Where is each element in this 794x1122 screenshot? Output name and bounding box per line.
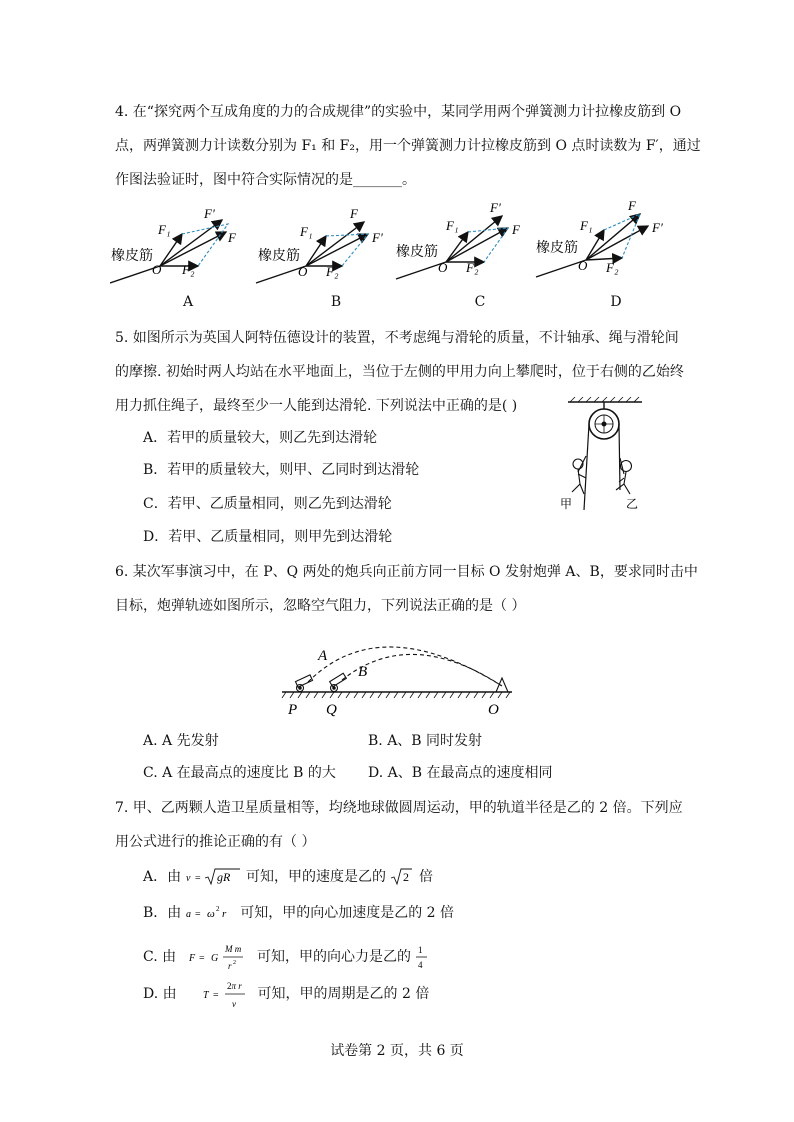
label-rubber: 橡皮筋 [111,249,153,264]
svg-text:F₁: F₁ [300,224,313,239]
svg-text:F₁: F₁ [158,222,171,237]
pulley-icon [589,409,619,439]
svg-text:=: = [198,953,205,964]
svg-text:G: G [210,953,218,964]
q7-option-b: B．由 a = ω 2 r 可知，甲的向心加速度是乙的 2 倍 [143,905,455,921]
svg-text:F: F [228,230,236,245]
atwood-pulley-figure [560,394,660,514]
svg-text:r: r [221,908,227,920]
q5-option-a: A．若甲的质量较大，则乙先到达滑轮 [143,430,378,446]
q5-option-c: C．若甲、乙质量相同，则乙先到达滑轮 [143,496,392,512]
svg-text:2: 2 [232,960,236,966]
label-o: O [488,702,499,718]
svg-text:gR: gR [216,870,230,884]
svg-text:4: 4 [418,960,423,970]
svg-text:ω: ω [206,908,215,920]
target-o-icon [496,678,508,692]
svg-text:O: O [298,264,308,279]
svg-text:O: O [578,258,588,273]
formula-one-quarter [415,942,429,972]
svg-text:F: F [512,222,520,237]
svg-text:F₂: F₂ [326,264,339,279]
label-p: P [288,702,298,718]
formula-v-sqrt-gr [186,866,242,888]
q4-force-diagrams [110,198,680,290]
caption-c: C [474,294,486,310]
svg-text:F′: F′ [490,200,501,215]
svg-text:橡皮筋: 橡皮筋 [258,249,300,264]
formula-a-omega2-r [186,903,236,923]
svg-text:2: 2 [403,870,410,884]
svg-text:r: r [227,961,232,971]
q6-option-d: D. A、B 在最高点的速度相同 [368,765,553,781]
svg-text:F₂: F₂ [606,260,619,275]
svg-text:F′: F′ [372,230,383,245]
q7-option-c: C. 由 F = G M m r 2 可知，甲的向心力是乙的 1 4 [143,940,429,974]
q6-option-c: C. A 在最高点的速度比 B 的大 [143,765,336,781]
svg-text:F′: F′ [204,206,215,221]
q7-line2: 用公式进行的推论正确的有（ ） [115,834,316,850]
svg-text:v: v [185,873,191,884]
q7-option-d: D. 由 T = 2π r v 可知，甲的周期是乙的 2 倍 [143,977,429,1011]
q5-line3: 用力抓住绳子，最终至少一人能到达滑轮. 下列说法中正确的是( ) [115,398,518,414]
cannon-q-icon [330,673,347,691]
q5-option-b: B．若甲的质量较大，则甲、乙同时到达滑轮 [143,462,420,478]
q6-line2: 目标，炮弹轨迹如图所示，忽略空气阻力，下列说法正确的是（ ） [115,598,526,614]
svg-text:F: F [188,953,195,964]
formula-sqrt2 [390,866,414,888]
climber-yi-icon [616,458,632,494]
svg-text:2π r: 2π r [227,981,242,991]
svg-text:F₂: F₂ [466,260,479,275]
label-jia: 甲 [560,497,573,511]
q4-line3: 作图法验证时，图中符合实际情况的是_______。 [115,172,416,188]
q6-option-b: B. A、B 同时发射 [368,733,483,749]
q4-line2: 点，两弹簧测力计读数分别为 F₁ 和 F₂，用一个弹簧测力计拉橡皮筋到 O 点时读数为 F′，通过 [115,138,701,154]
cannon-p-icon [295,675,312,692]
svg-text:a: a [185,909,191,920]
climber-jia-icon [572,456,586,494]
diagram-a [110,206,237,283]
svg-text:O: O [152,262,162,277]
svg-text:M m: M m [224,944,241,954]
svg-text:F: F [628,198,636,213]
q4-line1: 4. 在“探究两个互成角度的力的合成规律”的实验中，某同学用两个弹簧测力计拉橡皮筋到 O [115,104,682,120]
q5-option-d: D．若甲、乙质量相同，则甲先到达滑轮 [143,529,393,545]
svg-text:橡皮筋: 橡皮筋 [396,245,438,260]
q6-option-a: A. A 先发射 [143,733,219,749]
svg-text:O: O [438,260,448,275]
svg-text:F₁: F₁ [446,218,459,233]
svg-text:F₂: F₂ [182,262,195,277]
projectile-figure [280,630,516,722]
svg-text:F₁: F₁ [580,218,593,233]
diagram-d [536,198,663,277]
svg-text:=: = [194,909,201,920]
q7-option-a: A．由 v = gR 可知，甲的速度是乙的 2 倍 [143,866,433,888]
caption-d: D [610,294,622,310]
formula-t-2pir-v [181,977,253,1011]
svg-text:v: v [232,999,237,1009]
svg-text:1: 1 [418,945,423,955]
svg-text:橡皮筋: 橡皮筋 [536,241,578,256]
q7-line1: 7. 甲、乙两颗人造卫星质量相等，均绕地球做圆周运动，甲的轨道半径是乙的 2 倍。下列应 [115,800,683,816]
svg-text:F: F [350,206,358,221]
label-a: A [318,648,328,664]
svg-text:=: = [194,873,201,884]
q5-line2: 的摩擦. 初始时两人均站在水平地面上，当位于左侧的甲用力向上攀爬时，位于右侧的乙始终 [115,364,684,380]
q5-line1: 5. 如图所示为英国人阿特伍德设计的装置，不考虑绳与滑轮的质量，不计轴承、绳与滑轮间 [115,330,679,346]
page-footer: 试卷第 2 页，共 6 页 [330,1043,464,1059]
label-yi: 乙 [626,497,639,511]
svg-text:2: 2 [215,905,220,913]
label-q: Q [326,702,337,718]
svg-text:=: = [213,990,219,1001]
svg-text:F′: F′ [652,220,663,235]
caption-b: B [330,294,342,310]
label-b: B [358,664,368,680]
q6-line1: 6. 某次军事演习中，在 P、Q 两处的炮兵向正前方同一目标 O 发射炮弹 A、B，要求同时击中 [115,564,698,580]
caption-a: A [182,294,194,310]
formula-f-gmm-r2 [181,940,253,974]
svg-text:T: T [203,990,209,1001]
diagram-c [396,200,521,279]
diagram-b [256,206,383,283]
